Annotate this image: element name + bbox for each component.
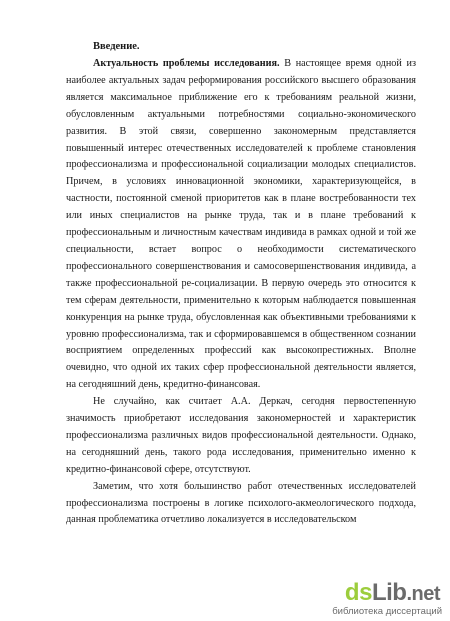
section-heading: Введение. (93, 41, 140, 52)
paragraph-relevance (66, 56, 416, 394)
document-body (66, 56, 416, 529)
paragraph-derkach: Не случайно, как считает А.А. Деркач, сегодня первостепенную значимость приобретают исследования закономерностей и характеристик профессионализма различных видов профессиональной деятельности. Однако, на сегодняшний день, такого рода исследования, применительно именно к кредитно-финансовой сфере, отсутствуют. (66, 396, 416, 475)
dslib-subtitle: библиотека диссертаций (332, 606, 442, 617)
dslib-watermark (332, 579, 450, 621)
paragraph-text: В настоящее время одной из наиболее актуальных задач реформирования российского высшего образования является максимальное приближение его к требованиям реальной жизни, обусловленным актуальными потребностями социально-экономического развития. В этой связи, совершенно закономерным представляется повышенный интерес отечественных исследователей к проблеме становления профессионализма и профессиональной социализации молодых специалистов. Причем, в условиях инновационной экономики, характеризующейся, в частности, постоянной сменой приоритетов как в плане востребованности тех или иных специалистов на рынке труда, так и в плане требований к профессиональным и личностным качествам индивида в рамках одной и той же специальности, встает вопрос о необходимости систематического профессионального совершенствования и самосовершенствования индивида, а также профессиональной ре-социализации. В первую очередь это относится к тем сферам деятельности, применительно к которым наблюдается повышенная конкуренция на рынке труда, обусловленная как объективными требованиями к уровню профессионализма, так и сформировавшемся в общественном сознании восприятием определенных профессий как высокопрестижных. Вполне очевидно, что одной их таких сфер профессиональной деятельности является, на сегодняшний день, кредитно-финансовая. (66, 58, 416, 391)
paragraph-lead: Актуальность проблемы исследования. (93, 58, 280, 69)
dslib-logo: dsLib.net (344, 579, 440, 606)
paragraph-approach: Заметим, что хотя большинство работ отечественных исследователей профессионализма построены в логике психолого-акмеологического подхода, данная проблематика отчетливо локализуется в исследовательском (66, 480, 416, 526)
